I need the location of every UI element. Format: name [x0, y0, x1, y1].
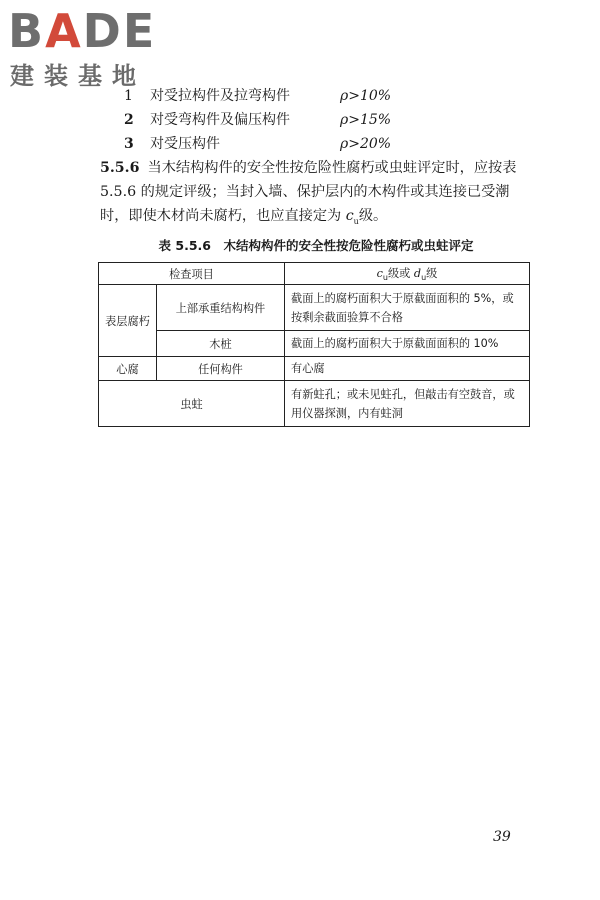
group-cell: 心腐	[99, 357, 157, 381]
section-text-end: 级。	[358, 208, 388, 224]
table-row	[99, 285, 530, 331]
group-cell: 虫蛀	[99, 381, 285, 427]
item-cell: 任何构件	[157, 357, 285, 381]
criterion-cell: 截面上的腐朽面积大于原截面面积的 10%	[285, 331, 530, 357]
header-item: 检查项目	[99, 263, 285, 285]
item-number: 1	[124, 88, 133, 104]
header-grade: $c_u$级或 $d_u$级	[285, 263, 530, 285]
item-value: ρ>10%	[340, 88, 392, 104]
grade-letter: c	[345, 208, 354, 224]
item-value: ρ>15%	[340, 112, 392, 128]
item-number: 2	[124, 112, 134, 128]
item-text: 对受拉构件及拉弯构件	[150, 88, 290, 104]
criterion-cell: 截面上的腐朽面积大于原截面面积的 5%，或按剩余截面验算不合格	[285, 285, 530, 331]
watermark-top: BADE	[8, 4, 157, 58]
item-number: 3	[124, 136, 134, 152]
section-number: 5.5.6	[100, 160, 140, 176]
evaluation-table	[98, 262, 530, 427]
section-paragraph	[100, 156, 530, 234]
section-text: 当木结构构件的安全性按危险性腐朽或虫蛀评定时，应按表 5.5.6 的规定评级；当封入墙、保护层内的木构件或其连接已受潮时，即使木材尚未腐朽，也应直接定为	[100, 160, 517, 224]
item-value: ρ>20%	[340, 136, 392, 152]
table-row	[99, 381, 530, 427]
grade-subscript: u	[353, 216, 359, 226]
table-caption: 表 5.5.6 木结构构件的安全性按危险性腐朽或虫蛀评定	[158, 238, 474, 253]
item-text: 对受压构件	[150, 136, 220, 152]
page-number: 39	[493, 829, 511, 845]
table-row	[99, 331, 530, 357]
watermark-logo	[8, 6, 183, 92]
table-row	[99, 357, 530, 381]
table-header-row	[99, 263, 530, 285]
group-cell: 表层腐朽	[99, 285, 157, 357]
criterion-cell: 有新蛀孔；或未见蛀孔，但敲击有空鼓音，或用仪器探测，内有蛀洞	[285, 381, 530, 427]
item-cell: 木桩	[157, 331, 285, 357]
watermark-bottom: 建装基地	[10, 62, 146, 90]
criterion-cell: 有心腐	[285, 357, 530, 381]
item-text: 对受弯构件及偏压构件	[150, 112, 290, 128]
item-cell: 上部承重结构构件	[157, 285, 285, 331]
